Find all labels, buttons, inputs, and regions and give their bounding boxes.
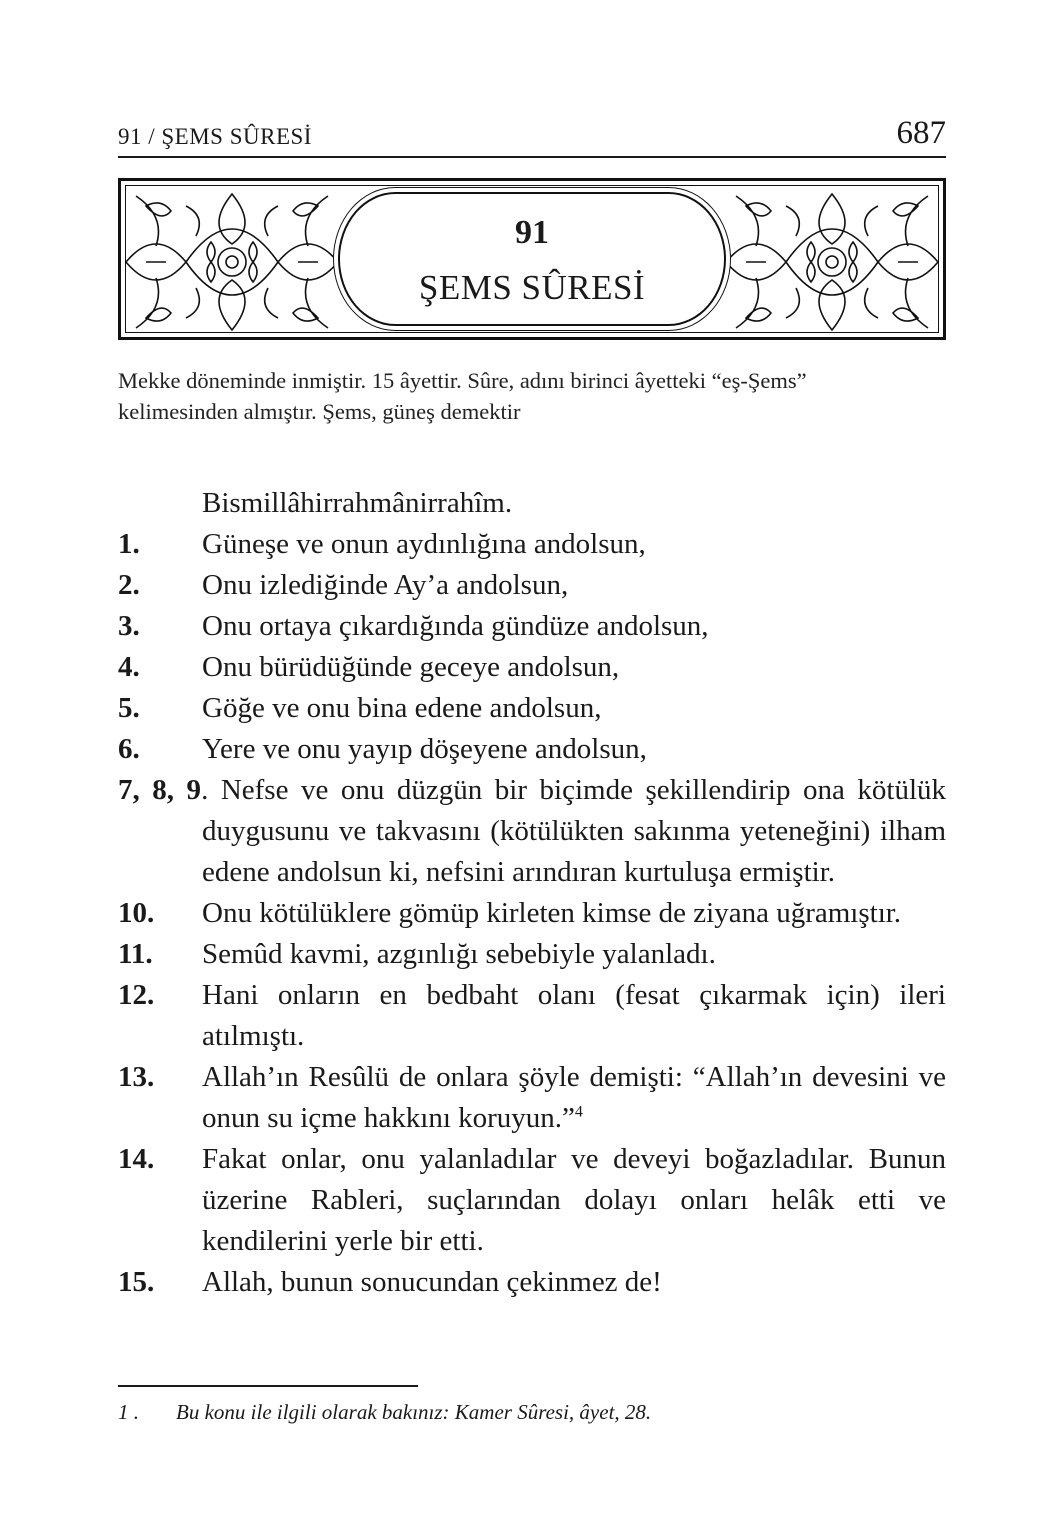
surah-banner xyxy=(118,178,946,340)
running-title: 91 / ŞEMS SÛRESİ xyxy=(118,124,312,149)
basmala: Bismillâhirrahmânirrahîm. xyxy=(202,487,513,519)
verse-text: Fakat onlar, onu yalanladılar ve deveyi boğazladılar. Bunun üzerine Rableri, suçlarından dolayı onları helâk etti ve kendilerini yerle bir etti. xyxy=(202,1143,946,1257)
footnote-reference[interactable]: 4 xyxy=(574,1103,583,1121)
verse-text: Onu ortaya çıkardığında gündüze andolsun, xyxy=(202,610,709,642)
footnote-number: 1 . xyxy=(118,1400,139,1424)
verse-number: 5. xyxy=(118,692,140,724)
verse-7-8-9 xyxy=(118,770,946,893)
running-header xyxy=(118,112,946,158)
surah-title: ŞEMS SÛRESİ xyxy=(418,268,646,307)
verse-number: 4. xyxy=(118,651,140,683)
verse-text: Göğe ve onu bina edene andolsun, xyxy=(202,692,602,724)
verse-number: 6. xyxy=(118,733,140,765)
verse-text: Allah, bunun sonucundan çekinmez de! xyxy=(202,1266,662,1298)
verse-text: Onu izlediğinde Ay’a andolsun, xyxy=(202,569,569,601)
verse-text: Güneşe ve onun aydınlığına andolsun, xyxy=(202,528,646,560)
title-cartouche xyxy=(338,192,726,326)
verse-text: . Nefse ve onu düzgün bir biçimde şekillendirip ona kötülük duygusunu ve takvasını (kötülükten sakınma yeteneğini) ilham edene andolsun ki, nefsini arındıran kurtuluşa ermiştir. xyxy=(201,774,947,888)
verse-text: Onu kötülüklere gömüp kirleten kimse de ziyana uğramıştır. xyxy=(202,897,902,929)
verse-number: 14. xyxy=(118,1143,155,1175)
verse-4 xyxy=(118,647,946,688)
verse-3 xyxy=(118,606,946,647)
surah-introduction xyxy=(118,365,946,427)
footnote-text: Bu konu ile ilgili olarak bakınız: Kamer Sûresi, âyet, 28. xyxy=(176,1400,652,1424)
verse-number: 1. xyxy=(118,528,140,560)
verse-text: Hani onların en bedbaht olanı (fesat çıkarmak için) ileri atılmıştı. xyxy=(202,979,946,1052)
intro-line: Mekke döneminde inmiştir. 15 âyettir. Sûre, adını birinci âyetteki “eş-Şems” xyxy=(118,368,807,393)
verse-11 xyxy=(118,934,946,975)
verse-5 xyxy=(118,688,946,729)
verse-2 xyxy=(118,565,946,606)
verse-number: 7, 8, 9 xyxy=(118,774,202,806)
verse-number: 3. xyxy=(118,610,140,642)
verse-text: Onu bürüdüğünde geceye andolsun, xyxy=(202,651,620,683)
verse-14 xyxy=(118,1139,946,1262)
verse-13 xyxy=(118,1057,946,1139)
verse-number: 12. xyxy=(118,979,155,1011)
verse-15 xyxy=(118,1262,946,1303)
verse-1 xyxy=(118,524,946,565)
verse-10 xyxy=(118,893,946,934)
arabesque-ornament-left xyxy=(126,186,338,333)
verse-number: 11. xyxy=(118,938,153,970)
verse-number: 15. xyxy=(118,1266,155,1298)
verse-list xyxy=(118,483,946,1303)
footnote-divider xyxy=(118,1385,418,1387)
intro-line: kelimesinden almıştır. Şems, güneş demektir xyxy=(118,399,521,424)
footnote xyxy=(118,1400,946,1425)
verse-6 xyxy=(118,729,946,770)
verse-number: 10. xyxy=(118,897,155,929)
surah-number: 91 xyxy=(515,214,549,251)
banner-frame xyxy=(125,185,939,333)
verse-text: Semûd kavmi, azgınlığı sebebiyle yalanladı. xyxy=(202,938,716,970)
verse-number: 13. xyxy=(118,1061,155,1093)
arabesque-ornament-right xyxy=(726,186,938,333)
verse-number: 2. xyxy=(118,569,140,601)
page-number: 687 xyxy=(896,115,946,151)
verse-text: Allah’ın Resûlü de onlara şöyle demişti: “Allah’ın devesini ve onun su içme hakkını koruyun.” xyxy=(202,1061,946,1134)
verse-12 xyxy=(118,975,946,1057)
verse-text: Yere ve onu yayıp döşeyene andolsun, xyxy=(202,733,647,765)
